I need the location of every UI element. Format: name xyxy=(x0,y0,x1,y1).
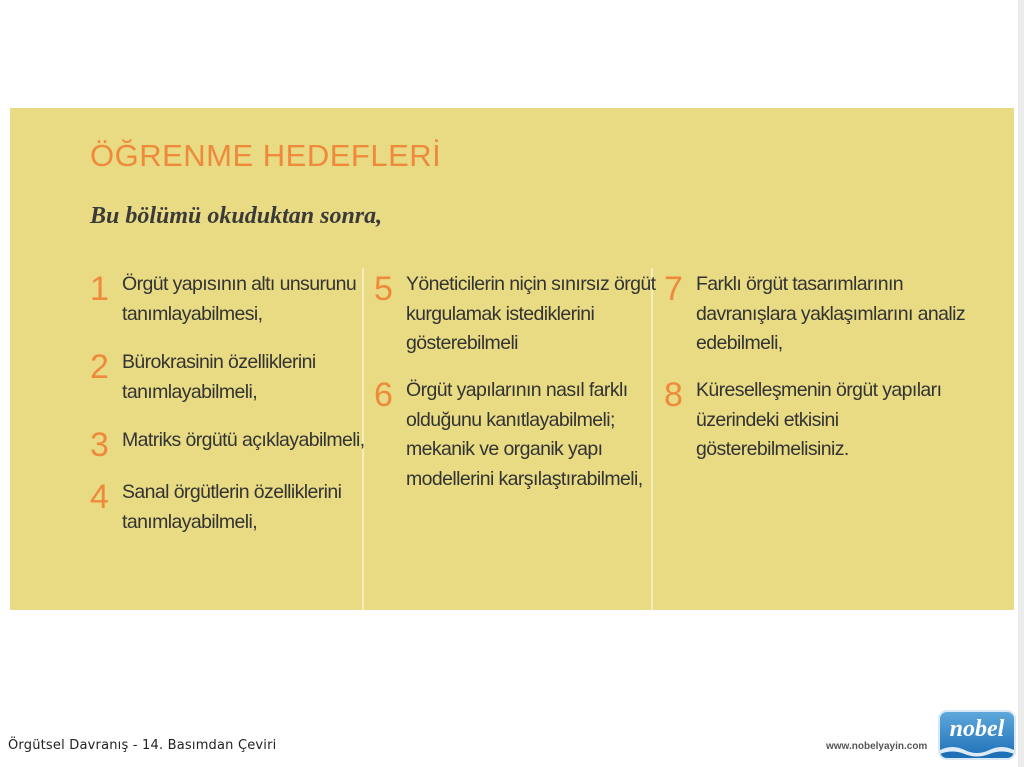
objective-number: 6 xyxy=(374,376,393,414)
objective-text: Yöneticilerin niçin sınırsız örgüt kurgulamak istediklerini gösterebilmeli xyxy=(406,273,656,354)
learning-objectives-panel xyxy=(10,108,1014,610)
objective-text: Küreselleşmenin örgüt yapıları üzerindeki etkisini gösterebilmelisiniz. xyxy=(696,379,942,460)
objective-item xyxy=(374,376,643,494)
slide-edge xyxy=(1018,0,1024,767)
objective-text: Bürokrasinin özelliklerini tanımlayabilmeli, xyxy=(122,351,316,403)
panel-subtitle: Bu bölümü okuduktan sonra, xyxy=(90,203,383,229)
objective-item xyxy=(664,270,965,359)
logo-text: nobel xyxy=(949,716,1005,742)
objective-number: 4 xyxy=(90,478,109,516)
objective-item xyxy=(90,270,356,329)
objective-number: 1 xyxy=(90,270,109,308)
objective-text: Sanal örgütlerin özelliklerini tanımlayabilmeli, xyxy=(122,481,342,533)
objective-item xyxy=(664,376,941,465)
objective-item xyxy=(90,426,365,462)
objective-item xyxy=(90,348,316,407)
objective-text: Örgüt yapılarının nasıl farklı olduğunu kanıtlayabilmeli; mekanik ve organik yapı modellerini karşılaştırabilmeli, xyxy=(406,379,643,490)
objective-item xyxy=(374,270,655,359)
footer-book-title: Örgütsel Davranış - 14. Basımdan Çeviri xyxy=(8,738,277,753)
objective-number: 3 xyxy=(90,426,109,464)
objective-number: 8 xyxy=(664,376,683,414)
objective-number: 2 xyxy=(90,348,109,386)
objective-text: Örgüt yapısının altı unsurunu tanımlayabilmesi, xyxy=(122,273,357,325)
wave-icon xyxy=(940,742,1014,758)
panel-title: ÖĞRENME HEDEFLERİ xyxy=(90,138,442,173)
objective-text: Matriks örgütü açıklayabilmeli, xyxy=(122,429,365,451)
footer-website: www.nobelyayin.com xyxy=(826,741,928,752)
objective-number: 7 xyxy=(664,270,683,308)
nobel-logo xyxy=(938,710,1016,760)
objective-number: 5 xyxy=(374,270,393,308)
objective-item xyxy=(90,478,341,537)
objective-text: Farklı örgüt tasarımlarının davranışlara yaklaşımlarını analiz edebilmeli, xyxy=(696,273,965,354)
